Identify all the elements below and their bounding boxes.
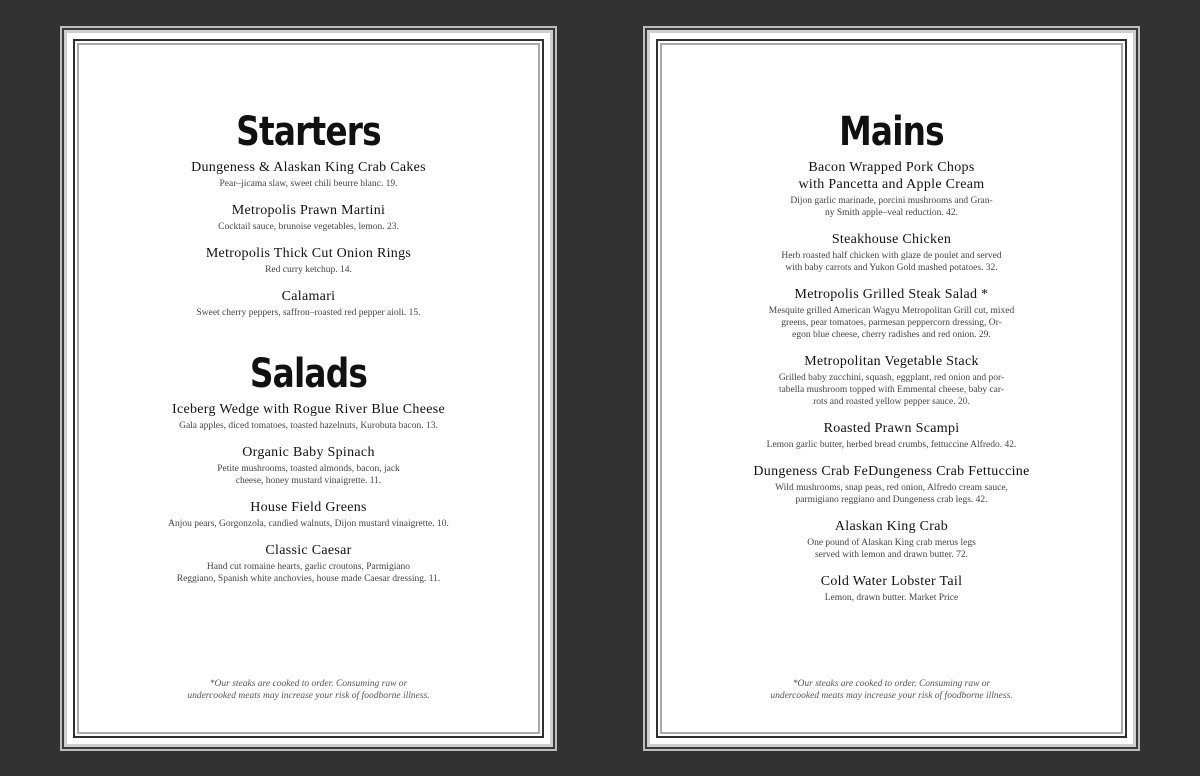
menu-item [668,159,1115,219]
menu-item [85,202,532,233]
menu-item-name: Iceberg Wedge with Rogue River Blue Cheese [172,402,445,417]
menu-item-name: Steakhouse Chicken [831,232,952,247]
menu-item-description: Gala apples, diced tomatoes, toasted hazelnuts, Kurobuta bacon. 13. [179,421,438,431]
menu-item [668,420,1115,451]
menu-item [85,401,532,432]
menu-item-description: Lemon garlic butter, herbed bread crumbs, fettuccine Alfredo. 42. [766,440,1017,450]
starters-section [85,111,532,319]
menu-item-description: Anjou pears, Gorgonzola, candied walnuts, Dijon mustard vinaigrette. 10. [168,519,449,529]
menu-item-description: Herb roasted half chicken with glaze de poulet and served with baby carrots and Yukon Gold mashed potatoes. 32. [781,251,1002,273]
menu-item-description: Mesquite grilled American Wagyu Metropolitan Grill cut, mixed greens, pear tomatoes, parmesan peppercorn dressing, Or- egon blue cheese, cherry radishes and red onion. 29. [768,306,1015,340]
menu-item-name: House Field Greens [250,500,367,515]
menu-page-frame [73,39,544,738]
menu-item [85,542,532,585]
menu-item-name: Dungeness & Alaskan King Crab Cakes [191,160,426,175]
menu-item-name: Metropolis Grilled Steak Salad * [794,287,989,302]
menu-item [85,444,532,487]
section-title: Salads [249,351,368,397]
menu-item [85,499,532,530]
menu-item-description: Hand cut romaine hearts, garlic croutons, Parmigiano Reggiano, Spanish white anchovies, house made Caesar dressing. 11. [176,562,441,584]
menu-item-name: Organic Baby Spinach [242,445,375,460]
menu-item-name: Metropolis Prawn Martini [231,203,386,218]
menu-item-name: Alaskan King Crab [834,519,949,534]
menu-item-description: Petite mushrooms, toasted almonds, bacon, jack cheese, honey mustard vinaigrette. 11. [217,464,400,486]
menu-item [668,231,1115,274]
menu-content [668,111,1115,638]
menu-item [668,463,1115,506]
menu-item-description: Lemon, drawn butter. Market Price [824,593,959,603]
menu-item [668,286,1115,341]
menu-item [85,159,532,190]
menu-item-description: One pound of Alaskan King crab merus legs served with lemon and drawn butter. 72. [807,538,976,560]
menu-item-name: Cold Water Lobster Tail [820,574,963,589]
salads-section [85,353,532,585]
menu-item [668,573,1115,604]
mains-section [668,111,1115,604]
menu-item [85,288,532,319]
menu-item-name: Metropolis Thick Cut Onion Rings [205,246,412,261]
menu-item-name: Bacon Wrapped Pork Chops with Pancetta and Apple Cream [798,160,985,192]
section-title: Starters [236,109,381,155]
menu-item-name: Roasted Prawn Scampi [823,421,960,436]
menu-item-description: Pear–jicama slaw, sweet chili beurre blanc. 19. [219,179,398,189]
menu-item-name: Calamari [281,289,336,304]
menu-item [668,353,1115,408]
menu-item-name: Metropolitan Vegetable Stack [804,354,979,369]
menu-item-description: Wild mushrooms, snap peas, red onion, Alfredo cream sauce, parmigiano reggiano and Dungeness crab legs. 42. [775,483,1008,505]
menu-page-frame [656,39,1127,738]
menu-page-left [64,30,553,747]
footnote: *Our steaks are cooked to order. Consuming raw or undercooked meats may increase your risk of foodborne illness. [770,679,1013,701]
menu-item-description: Cocktail sauce, brunoise vegetables, lemon. 23. [218,222,399,232]
footnote: *Our steaks are cooked to order. Consuming raw or undercooked meats may increase your risk of foodborne illness. [187,679,430,701]
menu-item-description: Red curry ketchup. 14. [265,265,352,275]
menu-item [668,518,1115,561]
menu-item-name: Classic Caesar [265,543,352,558]
menu-item-description: Dijon garlic marinade, porcini mushrooms and Gran- ny Smith apple–veal reduction. 42. [790,196,993,218]
menu-item-description: Sweet cherry peppers, saffron–roasted red pepper aioli. 15. [196,308,421,318]
menu-item-description: Grilled baby zucchini, squash, eggplant, red onion and por- tabella mushroom topped with Emmental cheese, baby car- rots and roasted yellow pepper sauce. 20. [778,373,1005,407]
menu-content [85,111,532,619]
menu-item [85,245,532,276]
section-title: Mains [839,109,944,155]
menu-item-name: Dungeness Crab FeDungeness Crab Fettuccine [753,464,1030,479]
menu-page-right [647,30,1136,747]
